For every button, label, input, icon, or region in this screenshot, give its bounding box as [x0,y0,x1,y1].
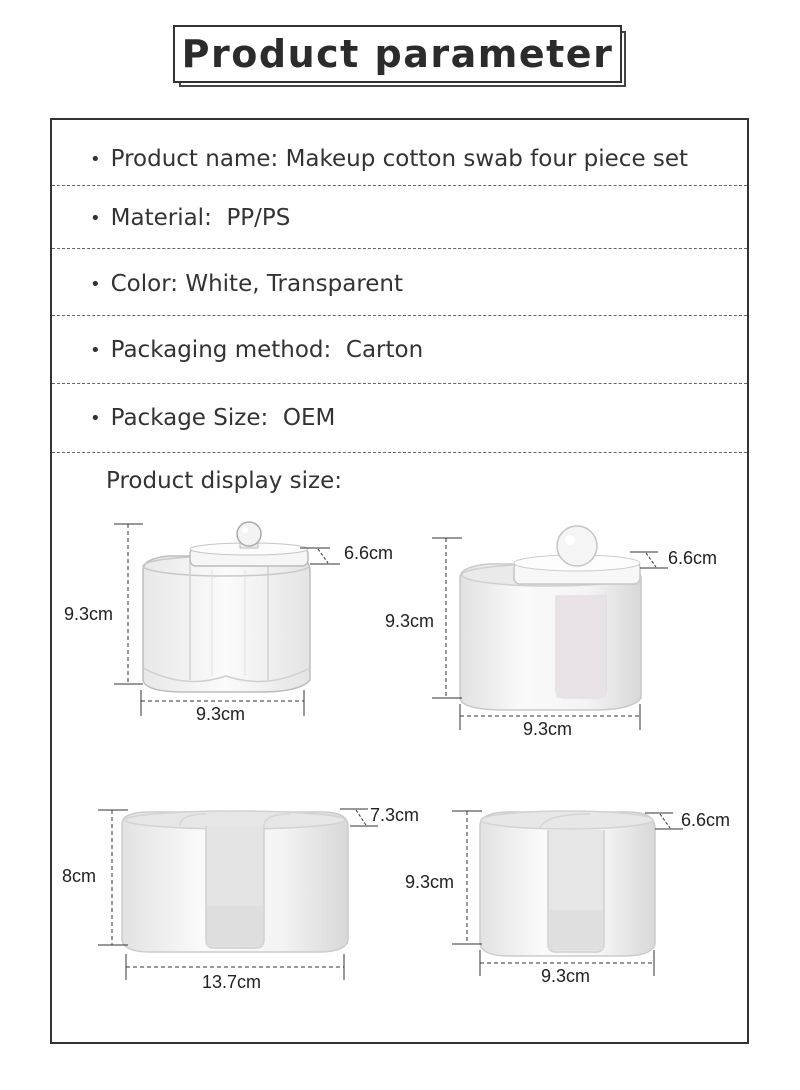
product-transparent-with-lid [64,522,393,724]
product-3-width-label: 13.7cm [202,972,262,992]
display-size-label: Product display size: [106,468,342,494]
product-1-width-label: 9.3cm [196,704,246,724]
product-2-width-label: 9.3cm [523,719,573,739]
bullet-icon: • [90,339,101,361]
page-title: Product parameter [181,32,614,76]
param-label: Material: [110,205,212,231]
product-2-top-dim-label: 6.6cm [668,548,718,568]
product-4-width-label: 9.3cm [541,966,591,986]
param-value: Carton [345,337,424,363]
product-3-top-dim-label: 7.3cm [370,805,420,825]
bullet-icon: • [90,407,101,429]
bullet-icon: • [90,273,101,295]
bullet-icon: • [90,148,101,170]
product-2-height-label: 9.3cm [385,611,435,631]
param-value: PP/PS [226,205,291,231]
product-white-with-lid [385,526,717,739]
param-label: Color: [110,271,179,297]
product-1-top-dim-label: 6.6cm [344,543,394,563]
param-value: White, Transparent [185,271,404,297]
param-label: Packaging method: [110,337,332,363]
param-label: Package Size: [110,405,269,431]
bullet-icon: • [90,207,101,229]
param-value: Makeup cotton swab four piece set [285,146,689,172]
product-white-open-holder [405,810,730,986]
product-3-height-label: 8cm [62,866,97,886]
product-4-height-label: 9.3cm [405,872,455,892]
product-white-double-holder [62,805,419,992]
product-1-height-label: 9.3cm [64,604,114,624]
product-4-top-dim-label: 6.6cm [681,810,731,830]
param-value: OEM [282,405,336,431]
param-label: Product name: [110,146,279,172]
